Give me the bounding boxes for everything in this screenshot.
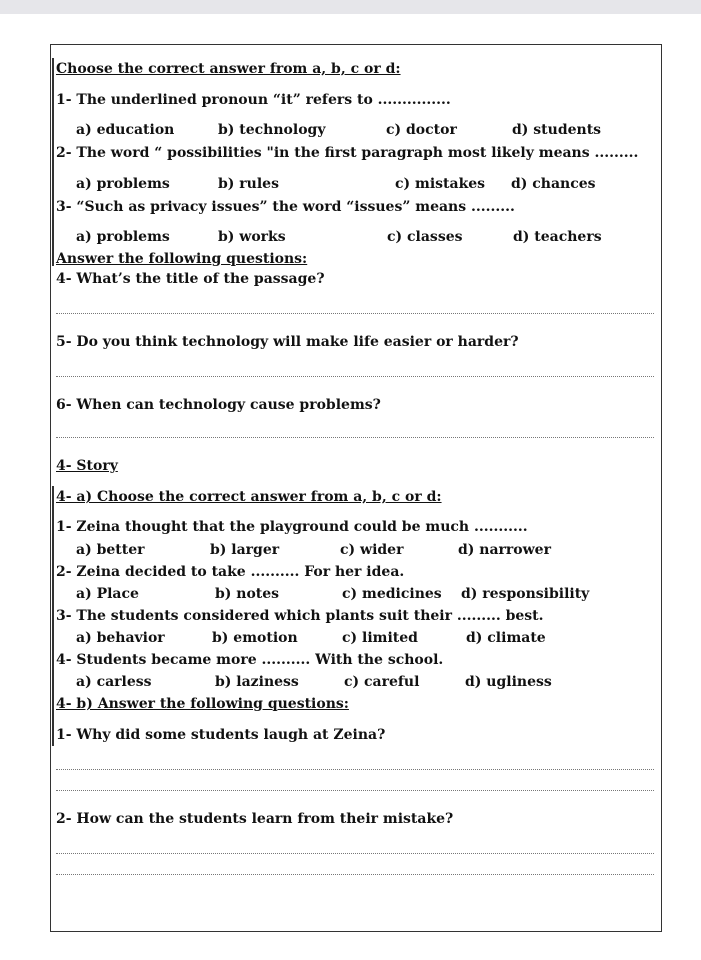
option-b: b) larger <box>210 542 280 558</box>
answer-heading: Answer the following questions: <box>56 251 308 267</box>
option-d: d) ugliness <box>465 674 552 690</box>
option-a: a) education <box>76 122 175 138</box>
story-question-2: 2- Zeina decided to take .......... For her idea. <box>56 564 405 580</box>
question-3: 3- “Such as privacy issues” the word “issues” means ......... <box>56 199 515 215</box>
question-2: 2- The word “ possibilities "in the first paragraph most likely means ......... <box>56 145 639 161</box>
option-a: a) problems <box>76 176 170 192</box>
story-sub-b: 4- b) Answer the following questions: <box>56 696 349 712</box>
option-c: c) mistakes <box>395 176 486 192</box>
option-c: c) medicines <box>342 586 442 602</box>
option-c: c) classes <box>387 229 463 245</box>
story-question-3: 3- The students considered which plants suit their ......... best. <box>56 608 544 624</box>
option-c: c) limited <box>342 630 418 646</box>
option-d: d) teachers <box>513 229 602 245</box>
option-c: c) doctor <box>386 122 457 138</box>
open-question-6: 6- When can technology cause problems? <box>56 397 381 413</box>
story-sub-a: 4- a) Choose the correct answer from a, b, c or d: <box>56 489 442 505</box>
answer-line[interactable] <box>56 313 654 314</box>
option-c: c) careful <box>344 674 420 690</box>
open-question-4: 4- What’s the title of the passage? <box>56 271 325 287</box>
option-d: d) narrower <box>458 542 551 558</box>
option-a: a) better <box>76 542 145 558</box>
option-b: b) rules <box>218 176 279 192</box>
option-a: a) carless <box>76 674 152 690</box>
question-1: 1- The underlined pronoun “it” refers to ............... <box>56 92 451 108</box>
answer-line[interactable] <box>56 769 654 770</box>
option-a: a) Place <box>76 586 139 602</box>
option-a: a) behavior <box>76 630 165 646</box>
answer-line[interactable] <box>56 790 654 791</box>
story-open-question-2: 2- How can the students learn from their mistake? <box>56 811 454 827</box>
margin-bar <box>52 486 54 746</box>
option-d: d) responsibility <box>461 586 590 602</box>
answer-line[interactable] <box>56 376 654 377</box>
option-c: c) wider <box>340 542 404 558</box>
top-strip <box>0 0 701 14</box>
option-d: d) students <box>512 122 602 138</box>
option-b: b) works <box>218 229 286 245</box>
story-question-4: 4- Students became more .......... With the school. <box>56 652 444 668</box>
option-b: b) notes <box>215 586 280 602</box>
answer-line[interactable] <box>56 437 654 438</box>
option-b: b) technology <box>218 122 326 138</box>
answer-line[interactable] <box>56 853 654 854</box>
story-heading: 4- Story <box>56 458 118 474</box>
margin-bar <box>52 58 54 266</box>
option-b: b) emotion <box>212 630 298 646</box>
story-open-question-1: 1- Why did some students laugh at Zeina? <box>56 727 386 743</box>
option-a: a) problems <box>76 229 170 245</box>
option-d: d) climate <box>466 630 546 646</box>
section1-heading: Choose the correct answer from a, b, c or d: <box>56 61 401 77</box>
option-d: d) chances <box>511 176 596 192</box>
open-question-5: 5- Do you think technology will make life easier or harder? <box>56 334 519 350</box>
story-question-1: 1- Zeina thought that the playground could be much ........... <box>56 519 528 535</box>
answer-line[interactable] <box>56 874 654 875</box>
option-b: b) laziness <box>215 674 299 690</box>
